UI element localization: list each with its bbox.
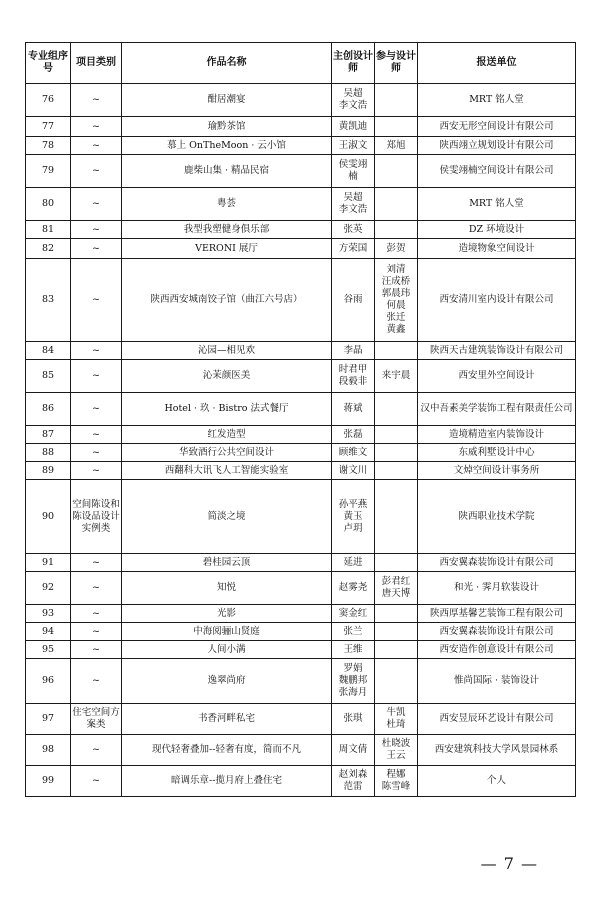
table-row [26,480,576,554]
row-work-name-cell: 碧桂园云顶 [122,554,332,572]
row-participating-designer-cell [375,444,418,462]
table-row [26,623,576,641]
row-main-designer-cell: 延进 [332,554,375,572]
table-row [26,137,576,155]
row-participating-designer-cell [375,426,418,444]
row-work-name-cell: VERONI 展厅 [122,239,332,259]
row-category-cell: ~ [71,117,122,137]
row-work-name-cell: Hotel · 玖 · Bistro 法式餐厅 [122,393,332,426]
table-row [26,572,576,605]
row-submitting-unit-cell: MRT 铭人堂 [418,84,576,117]
award-list-table [25,42,576,797]
row-submitting-unit-cell: 西安翼森装饰设计有限公司 [418,623,576,641]
table-row [26,342,576,360]
row-submitting-unit-cell: 惟尚国际 · 装饰设计 [418,659,576,704]
row-submitting-unit-cell: 西安翼森装饰设计有限公司 [418,554,576,572]
row-work-name-cell: 鹿柴山集 · 精品民宿 [122,155,332,188]
table-row [26,360,576,393]
row-number-cell: 99 [26,766,71,797]
row-category-cell: ~ [71,572,122,605]
row-participating-designer-cell: 杜晓波 王云 [375,735,418,766]
header-work-name: 作品名称 [122,43,332,84]
row-main-designer-cell: 时君甲 段毅非 [332,360,375,393]
row-number-cell: 89 [26,462,71,480]
row-work-name-cell: 沁茉颜医美 [122,360,332,393]
row-main-designer-cell: 方荣国 [332,239,375,259]
row-category-cell: ~ [71,554,122,572]
row-main-designer-cell: 张磊 [332,426,375,444]
row-main-designer-cell: 王淑文 [332,137,375,155]
row-category-cell: ~ [71,137,122,155]
row-number-cell: 94 [26,623,71,641]
row-number-cell: 78 [26,137,71,155]
row-number-cell: 79 [26,155,71,188]
row-category-cell: ~ [71,221,122,239]
row-work-name-cell: 现代轻奢叠加--轻奢有度，简而不凡 [122,735,332,766]
row-number-cell: 84 [26,342,71,360]
row-participating-designer-cell [375,84,418,117]
table-row [26,462,576,480]
table-header-row [26,43,576,84]
row-work-name-cell: 我型我塑健身俱乐部 [122,221,332,239]
row-number-cell: 88 [26,444,71,462]
row-submitting-unit-cell: 陕西厚基馨艺装饰工程有限公司 [418,605,576,623]
row-main-designer-cell: 张琪 [332,704,375,735]
row-submitting-unit-cell: 陕西天古建筑装饰设计有限公司 [418,342,576,360]
row-category-cell: ~ [71,259,122,342]
row-number-cell: 82 [26,239,71,259]
row-number-cell: 90 [26,480,71,554]
row-participating-designer-cell [375,117,418,137]
row-number-cell: 83 [26,259,71,342]
row-main-designer-cell: 孙平燕 黄玉 卢玥 [332,480,375,554]
row-number-cell: 81 [26,221,71,239]
award-table-container [25,42,575,797]
row-submitting-unit-cell: MRT 铭人堂 [418,188,576,221]
row-submitting-unit-cell: 西安无形空间设计有限公司 [418,117,576,137]
row-submitting-unit-cell: 东威利墅设计中心 [418,444,576,462]
row-submitting-unit-cell: 陕西职业技术学院 [418,480,576,554]
row-participating-designer-cell: 程娜 陈雪峰 [375,766,418,797]
row-work-name-cell: 红发造型 [122,426,332,444]
row-number-cell: 98 [26,735,71,766]
row-submitting-unit-cell: 西安昱辰环艺设计有限公司 [418,704,576,735]
row-submitting-unit-cell: 造境物象空间设计 [418,239,576,259]
row-main-designer-cell: 罗娟 魏鹏邦 张海月 [332,659,375,704]
header-participating-designer: 参与设计师 [375,43,418,84]
row-category-cell: ~ [71,735,122,766]
row-submitting-unit-cell: 个人 [418,766,576,797]
row-main-designer-cell: 蒋斌 [332,393,375,426]
row-work-name-cell: 沁园—相见欢 [122,342,332,360]
row-category-cell: ~ [71,360,122,393]
row-main-designer-cell: 张英 [332,221,375,239]
table-row [26,239,576,259]
table-row [26,188,576,221]
row-category-cell: ~ [71,659,122,704]
row-work-name-cell: 瑜黔茶馆 [122,117,332,137]
row-participating-designer-cell [375,393,418,426]
row-submitting-unit-cell: 西安清川室内设计有限公司 [418,259,576,342]
row-main-designer-cell: 王维 [332,641,375,659]
row-main-designer-cell: 赵刘森 范雷 [332,766,375,797]
table-row [26,554,576,572]
row-work-name-cell: 逸翠尚府 [122,659,332,704]
row-main-designer-cell: 吴超 李文浩 [332,84,375,117]
row-work-name-cell: 书香河畔私宅 [122,704,332,735]
row-participating-designer-cell: 刘清 汪成桥 郭晨玮 何晨 张迁 黄鑫 [375,259,418,342]
row-participating-designer-cell: 来宇晨 [375,360,418,393]
row-participating-designer-cell [375,462,418,480]
row-category-cell: ~ [71,393,122,426]
row-main-designer-cell: 吴超 李文浩 [332,188,375,221]
table-row [26,426,576,444]
table-row [26,766,576,797]
page-number: — 7 — [480,854,538,873]
row-participating-designer-cell [375,188,418,221]
row-participating-designer-cell [375,641,418,659]
row-main-designer-cell: 谷雨 [332,259,375,342]
row-category-cell: 空间陈设和陈设品设计实例类 [71,480,122,554]
header-main-designer: 主创设计师 [332,43,375,84]
row-category-cell: ~ [71,444,122,462]
row-submitting-unit-cell: DZ 环境设计 [418,221,576,239]
header-number: 专业组序号 [26,43,71,84]
row-work-name-cell: 人间小满 [122,641,332,659]
row-work-name-cell: 陕西西安城南饺子馆（曲江六号店） [122,259,332,342]
table-row [26,393,576,426]
row-main-designer-cell: 谢文川 [332,462,375,480]
row-participating-designer-cell [375,623,418,641]
row-category-cell: ~ [71,605,122,623]
table-row [26,84,576,117]
row-number-cell: 96 [26,659,71,704]
row-participating-designer-cell [375,480,418,554]
row-work-name-cell: 慕上 OnTheMoon · 云小馆 [122,137,332,155]
table-row [26,155,576,188]
row-work-name-cell: 西翻科大讯飞人工智能实验室 [122,462,332,480]
row-category-cell: ~ [71,188,122,221]
row-category-cell: ~ [71,239,122,259]
row-work-name-cell: 酣居潮宴 [122,84,332,117]
row-participating-designer-cell [375,605,418,623]
header-category: 项目类别 [71,43,122,84]
table-row [26,221,576,239]
row-submitting-unit-cell: 和光 · 霁月软装设计 [418,572,576,605]
row-participating-designer-cell [375,221,418,239]
table-row [26,605,576,623]
row-category-cell: ~ [71,462,122,480]
row-submitting-unit-cell: 西安建筑科技大学风景园林系 [418,735,576,766]
row-main-designer-cell: 张兰 [332,623,375,641]
row-number-cell: 92 [26,572,71,605]
row-work-name-cell: 光影 [122,605,332,623]
row-category-cell: ~ [71,155,122,188]
row-work-name-cell: 知悦 [122,572,332,605]
row-number-cell: 91 [26,554,71,572]
row-work-name-cell: 华致酒行公共空间设计 [122,444,332,462]
row-category-cell: 住宅空间方案类 [71,704,122,735]
header-submitting-unit: 报送单位 [418,43,576,84]
row-work-name-cell: 中海阅骊山贤庭 [122,623,332,641]
row-main-designer-cell: 窦金红 [332,605,375,623]
row-number-cell: 86 [26,393,71,426]
row-main-designer-cell: 赵雾尧 [332,572,375,605]
row-submitting-unit-cell: 西安造作创意设计有限公司 [418,641,576,659]
row-main-designer-cell: 黄凯迪 [332,117,375,137]
row-participating-designer-cell [375,342,418,360]
row-number-cell: 93 [26,605,71,623]
row-category-cell: ~ [71,342,122,360]
row-participating-designer-cell: 牛凯 杜琦 [375,704,418,735]
row-category-cell: ~ [71,84,122,117]
row-number-cell: 80 [26,188,71,221]
row-number-cell: 87 [26,426,71,444]
row-number-cell: 76 [26,84,71,117]
row-main-designer-cell: 李晶 [332,342,375,360]
row-category-cell: ~ [71,426,122,444]
table-row [26,641,576,659]
row-category-cell: ~ [71,623,122,641]
row-participating-designer-cell: 彭君红 唐天博 [375,572,418,605]
row-number-cell: 77 [26,117,71,137]
row-submitting-unit-cell: 汉中吾素美学装饰工程有限责任公司 [418,393,576,426]
table-row [26,117,576,137]
table-row [26,444,576,462]
row-category-cell: ~ [71,766,122,797]
row-number-cell: 97 [26,704,71,735]
row-main-designer-cell: 顾维文 [332,444,375,462]
row-participating-designer-cell [375,554,418,572]
row-number-cell: 95 [26,641,71,659]
row-number-cell: 85 [26,360,71,393]
row-category-cell: ~ [71,641,122,659]
table-row [26,259,576,342]
table-row [26,735,576,766]
row-work-name-cell: 暗调乐章--揽月府上叠住宅 [122,766,332,797]
row-submitting-unit-cell: 造境精造室内装饰设计 [418,426,576,444]
table-row [26,704,576,735]
row-submitting-unit-cell: 陕西翊立规划设计有限公司 [418,137,576,155]
row-submitting-unit-cell: 西安里外空间设计 [418,360,576,393]
table-body [26,84,576,797]
row-participating-designer-cell [375,659,418,704]
row-participating-designer-cell: 郑旭 [375,137,418,155]
row-participating-designer-cell: 彭贺 [375,239,418,259]
row-participating-designer-cell [375,155,418,188]
row-work-name-cell: 粤荟 [122,188,332,221]
table-row [26,659,576,704]
row-submitting-unit-cell: 文焯空间设计事务所 [418,462,576,480]
row-work-name-cell: 简淡之境 [122,480,332,554]
row-main-designer-cell: 周文倩 [332,735,375,766]
row-main-designer-cell: 侯雯翊 楠 [332,155,375,188]
row-submitting-unit-cell: 侯雯翊楠空间设计有限公司 [418,155,576,188]
